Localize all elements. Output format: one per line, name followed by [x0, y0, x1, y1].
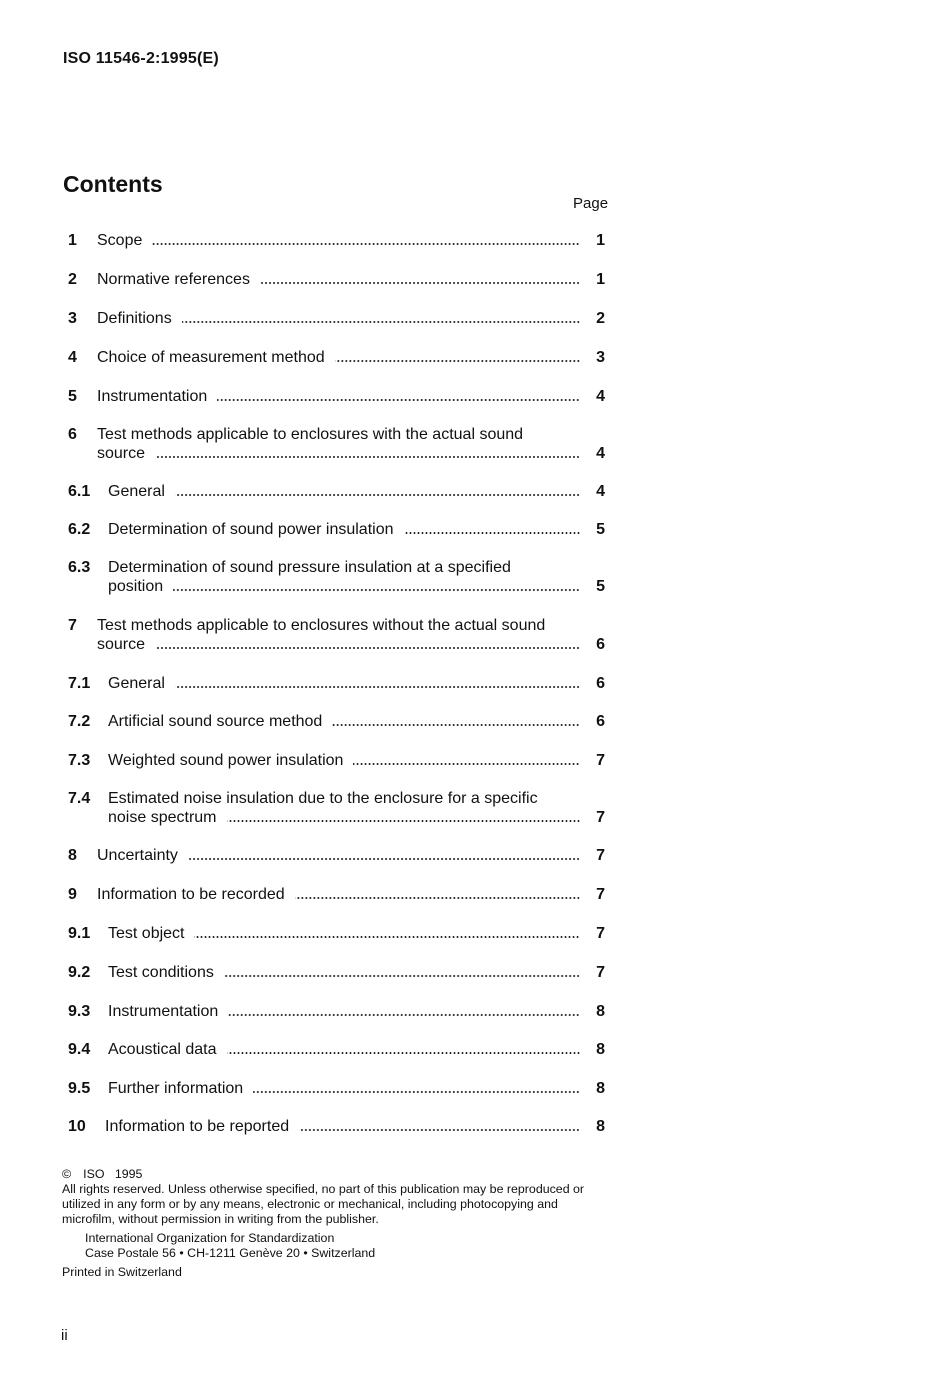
dot-leader	[353, 762, 580, 766]
dot-leader	[175, 493, 580, 497]
toc-entry-number: 7.3	[68, 752, 91, 769]
dot-leader	[152, 242, 580, 246]
toc-entry-title: Information to be reported	[105, 1118, 290, 1135]
toc-entry-number: 9.2	[68, 964, 91, 981]
toc-entry-title: Test conditions	[108, 964, 214, 981]
dot-leader	[173, 588, 580, 592]
toc-entry-title: Scope	[97, 232, 143, 249]
toc-entry-number: 9.3	[68, 1003, 91, 1020]
toc-entry-title: Instrumentation	[97, 388, 208, 405]
toc-entry-title: Determination of sound power insulation	[108, 521, 394, 538]
toc-entry-number: 7.4	[68, 790, 91, 807]
dot-leader	[182, 320, 580, 324]
toc-entry-number: 9.1	[68, 925, 91, 942]
toc-entry-title: Normative references	[97, 271, 250, 288]
toc-entry-number: 8	[68, 847, 77, 864]
toc-page-number: 1	[596, 271, 605, 288]
toc-page-number: 6	[596, 675, 605, 692]
copyright-block	[62, 1167, 610, 1280]
toc-entry-title: Choice of measurement method	[97, 349, 325, 366]
copyright-org-year: ISO 1995	[83, 1167, 143, 1181]
toc-page-number: 8	[596, 1080, 605, 1097]
toc-entry-number: 7.2	[68, 713, 91, 730]
toc-page-number: 8	[596, 1118, 605, 1135]
dot-leader	[227, 819, 581, 823]
toc-entry-number: 3	[68, 310, 77, 327]
dot-leader	[155, 646, 580, 650]
toc-page-number: 4	[596, 388, 605, 405]
dot-leader	[155, 455, 580, 459]
dot-leader	[335, 359, 580, 363]
toc-entry-title: Determination of sound pressure insulation at a specified	[108, 559, 511, 576]
toc-entry-title-continued: source	[97, 445, 146, 462]
toc-entry-number: 10	[68, 1118, 86, 1135]
publisher-name: International Organization for Standardization	[85, 1231, 335, 1245]
toc-entry-title: Uncertainty	[97, 847, 178, 864]
dot-leader	[224, 974, 580, 978]
page-column-label: Page	[573, 195, 609, 212]
document-id: ISO 11546-2:1995(E)	[63, 50, 219, 67]
toc-page-number: 8	[596, 1003, 605, 1020]
copyright-icon: ©	[62, 1167, 72, 1181]
dot-leader	[404, 531, 581, 535]
toc-entry-number: 9	[68, 886, 77, 903]
toc-entry-title: General	[108, 483, 165, 500]
dot-leader	[227, 1051, 580, 1055]
toc-page-number: 4	[596, 483, 605, 500]
toc-entry-number: 5	[68, 388, 77, 405]
toc-entry-title: General	[108, 675, 165, 692]
toc-page-number: 6	[596, 713, 605, 730]
toc-page-number: 5	[596, 578, 605, 595]
toc-page-number: 5	[596, 521, 605, 538]
dot-leader	[175, 685, 580, 689]
toc-page-number: 2	[596, 310, 605, 327]
dot-leader	[194, 935, 580, 939]
publisher-address: Case Postale 56 • CH-1211 Genève 20 • Switzerland	[85, 1246, 376, 1260]
copyright-rights: All rights reserved. Unless otherwise specified, no part of this publication may be reproduced or utilized in any form or by any means, electronic or mechanical, including photocopying and microfilm, without permission in writing from the publisher.	[62, 1182, 585, 1226]
toc-entry-title: Test methods applicable to enclosures without the actual sound	[97, 617, 546, 634]
toc-page-number: 7	[596, 847, 605, 864]
toc-page-number: 1	[596, 232, 605, 249]
toc-entry-number: 2	[68, 271, 77, 288]
toc-entry-title: Estimated noise insulation due to the enclosure for a specific	[108, 790, 538, 807]
toc-page-number: 7	[596, 886, 605, 903]
toc-entry-number: 6.1	[68, 483, 91, 500]
toc-page-number: 7	[596, 964, 605, 981]
toc-entry-title: Further information	[108, 1080, 244, 1097]
dot-leader	[188, 857, 580, 861]
dot-leader	[228, 1013, 580, 1017]
page-title: Contents	[63, 171, 163, 197]
toc-entry-number: 6	[68, 426, 77, 443]
toc-entry-title: Test methods applicable to enclosures with the actual sound	[97, 426, 524, 443]
printed-in: Printed in Switzerland	[62, 1265, 182, 1279]
dot-leader	[217, 398, 580, 402]
toc-entry-number: 7	[68, 617, 77, 634]
toc-entry-title-continued: source	[97, 636, 146, 653]
toc-entry-title-continued: noise spectrum	[108, 809, 217, 826]
dot-leader	[295, 896, 580, 900]
page-folio: ii	[61, 1327, 68, 1344]
dot-leader	[260, 281, 580, 285]
toc-entry-number: 1	[68, 232, 77, 249]
toc-page-number: 4	[596, 445, 605, 462]
toc-page-number: 8	[596, 1041, 605, 1058]
toc-entry-number: 4	[68, 349, 77, 366]
toc-entry-title: Information to be recorded	[97, 886, 285, 903]
toc-page-number: 7	[596, 925, 605, 942]
toc-entry-title: Acoustical data	[108, 1041, 217, 1058]
dot-leader	[253, 1090, 580, 1094]
toc-entry-title: Weighted sound power insulation	[108, 752, 344, 769]
dot-leader	[332, 723, 580, 727]
toc-entry-title-continued: position	[108, 578, 164, 595]
dot-leader	[299, 1128, 580, 1132]
toc-entry-number: 6.2	[68, 521, 91, 538]
toc-entry-title: Instrumentation	[108, 1003, 219, 1020]
toc-entry-number: 9.4	[68, 1041, 91, 1058]
toc-page-number: 7	[596, 752, 605, 769]
toc-page-number: 6	[596, 636, 605, 653]
toc-entry-title: Test object	[108, 925, 185, 942]
toc-entry-number: 7.1	[68, 675, 91, 692]
toc-entry-title: Artificial sound source method	[108, 713, 323, 730]
toc-entry-number: 6.3	[68, 559, 91, 576]
toc-entry-number: 9.5	[68, 1080, 91, 1097]
toc-page-number: 7	[596, 809, 605, 826]
toc-page-number: 3	[596, 349, 605, 366]
toc-entry-title: Definitions	[97, 310, 172, 327]
